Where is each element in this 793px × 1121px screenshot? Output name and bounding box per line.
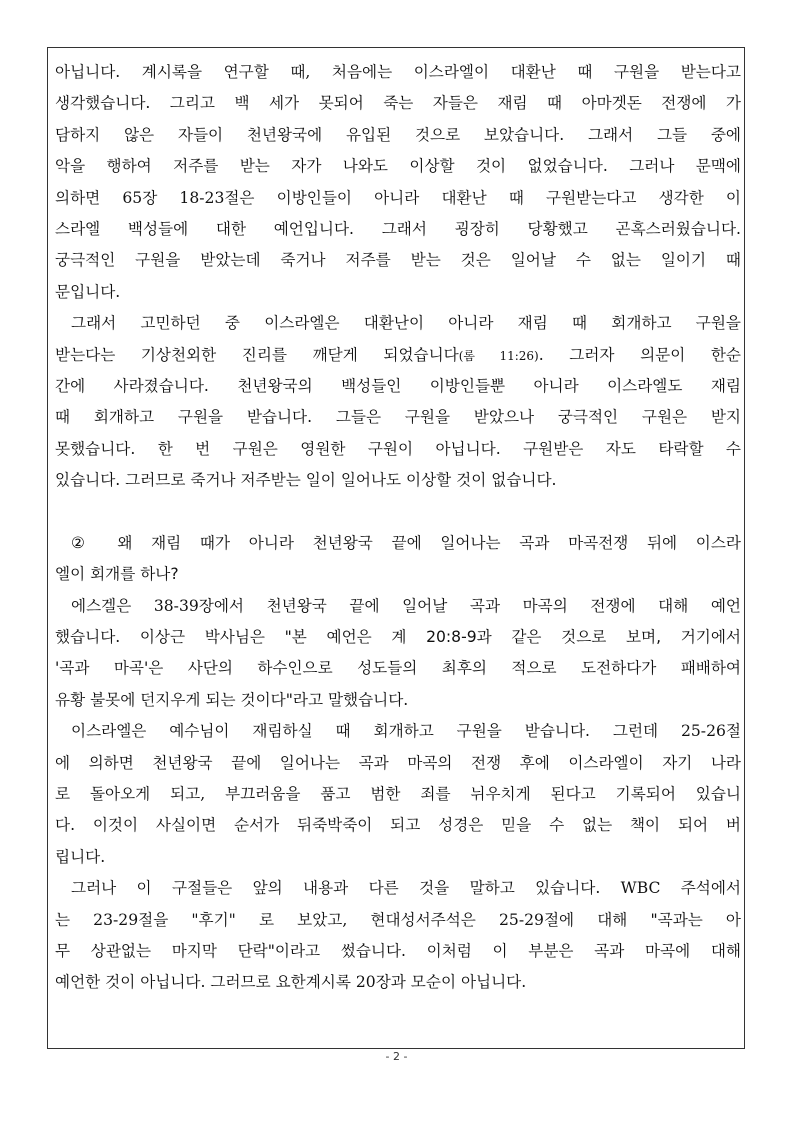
bible-reference: (롬 11:26) <box>458 348 539 363</box>
text-line-with-quote <box>55 905 741 936</box>
text-line: 그러나 이 구절들은 앞의 내용과 다른 것을 말하고 있습니다. WBC 주석에서 <box>71 879 741 898</box>
page-number: - 2 - <box>385 1050 408 1063</box>
text-line: 궁극적인 구원을 받았는데 죽거나 저주를 받는 것은 일어날 수 없는 일이기 때 <box>55 251 741 270</box>
text-line-with-quote <box>55 622 741 653</box>
text-line: 간에 사라졌습니다. 천년왕국의 백성들인 이방인들뿐 아니라 이스라엘도 재림 <box>55 376 741 395</box>
text-line: 아닙니다. 계시록을 연구할 때, 처음에는 이스라엘이 대환난 때 구원을 받는다고 <box>55 63 741 81</box>
text-fragment: 이라고 썼습니다. 이처럼 이 부분은 곡과 마곡에 대해 <box>274 941 741 960</box>
text-line: 에스겔은 38-39장에서 천년왕국 끝에 일어날 곡과 마곡의 전쟁에 대해 예언 <box>71 596 741 615</box>
text-line: 있습니다. 그러므로 죽거나 저주받는 일이 일어나도 이상할 것이 없습니다. <box>55 471 557 490</box>
text-line: 이스라엘은 예수님이 재림하실 때 회개하고 구원을 받습니다. 그런데 25-26절 <box>71 722 741 741</box>
section-heading: 엘이 회개를 하나? <box>55 565 179 584</box>
text-line: 그래서 고민하던 중 이스라엘은 대환난이 아니라 재림 때 회개하고 구원을 <box>71 314 741 333</box>
text-line: 에 의하면 천년왕국 끝에 일어나는 곡과 마곡의 전쟁 후에 이스라엘이 자기 나라 <box>55 753 741 772</box>
quotation: '곡과 마곡'은 사단의 하수인으로 성도들의 최후의 적으로 도전하다가 패배하여 <box>55 659 741 678</box>
text-line: 문입니다. <box>55 282 121 301</box>
text-line: 담하지 않은 자들이 천년왕국에 유입된 것으로 보았습니다. 그래서 그들 중에 <box>55 125 741 144</box>
text-line-with-quote <box>55 936 741 967</box>
text-fragment: 라고 말했습니다. <box>292 690 409 709</box>
text-line: 다. 이것이 사실이면 순서가 뒤죽박죽이 되고 성경은 믿을 수 없는 책이 되어 버 <box>55 816 741 835</box>
text-line: 때 회개하고 구원을 받습니다. 그들은 구원을 받았으나 궁극적인 구원은 받지 <box>55 408 741 427</box>
text-line-with-reference <box>55 340 741 371</box>
text-line: 생각했습니다. 그리고 백 세가 못되어 죽는 자들은 재림 때 아마겟돈 전쟁에 가 <box>55 94 741 113</box>
text-line: 악을 행하여 저주를 받는 자가 나와도 이상할 것이 없었습니다. 그러나 문맥에 <box>55 157 741 176</box>
spacer <box>55 496 741 527</box>
text-line: 예언한 것이 아닙니다. 그러므로 요한계시록 20장과 모순이 아닙니다. <box>55 973 527 992</box>
text-fragment: . 그러자 의문이 한순 <box>538 345 741 364</box>
text-line: 립니다. <box>55 847 106 866</box>
text-fragment: 받는다는 기상천외한 진리를 깨닫게 되었습니다 <box>55 345 459 364</box>
text-line: 못했습니다. 한 번 구원은 영원한 구원이 아닙니다. 구원받은 자도 타락할 수 <box>55 439 741 458</box>
text-line-with-quote <box>55 685 741 716</box>
quotation: "본 예언은 계 20:8-9과 같은 것으로 보며, 거기에서 <box>284 628 741 647</box>
text-line: 스라엘 백성들에 대한 예언입니다. 그래서 굉장히 당황했고 곤혹스러웠습니다. <box>55 219 741 238</box>
quotation: 무 상관없는 마지막 단락" <box>55 941 275 960</box>
document-body <box>55 57 741 999</box>
quotation: "곡과는 아 <box>650 910 741 929</box>
text-fragment: 는 23-29절을 "후기" 로 보았고, 현대성서주석은 25-29절에 대해 <box>55 910 651 929</box>
section-heading: ② 왜 재림 때가 아니라 천년왕국 끝에 일어나는 곡과 마곡전쟁 뒤에 이스라 <box>71 533 741 552</box>
text-fragment: 했습니다. 이상근 박사님은 <box>55 628 285 647</box>
quotation: 유황 불못에 던지우게 되는 것이다" <box>55 690 293 709</box>
text-line: 로 돌아오게 되고, 부끄러움을 품고 범한 죄를 뉘우치게 된다고 기록되어 있습니 <box>55 784 741 803</box>
text-line: 의하면 65장 18-23절은 이방인들이 아니라 대환난 때 구원받는다고 생각한 이 <box>55 188 741 207</box>
